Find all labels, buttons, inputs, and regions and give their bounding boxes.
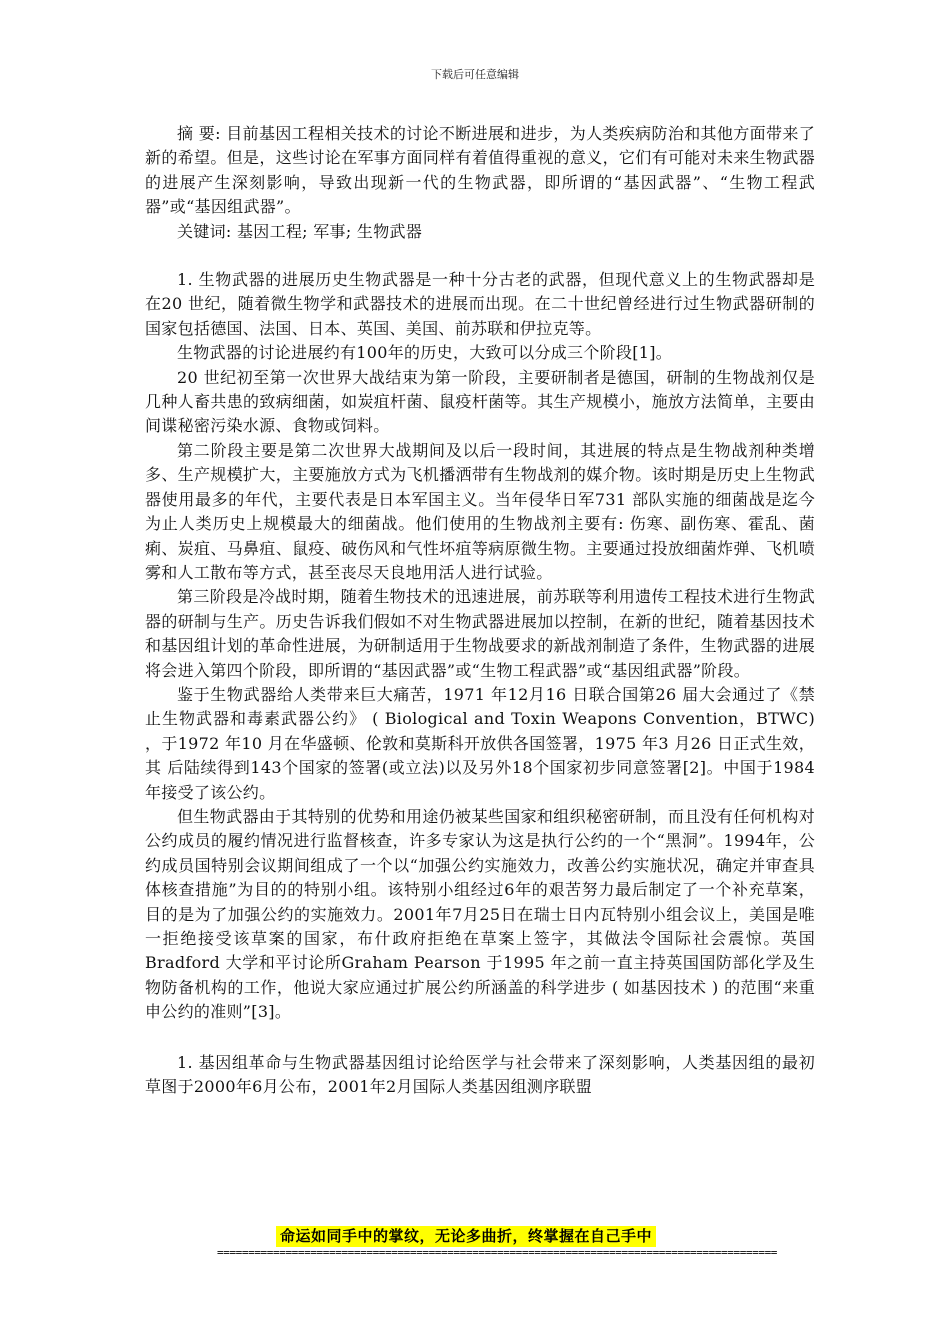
footer-divider-rule: ========================================================================================== — [217, 1246, 778, 1259]
body-paragraph-genome-revolution: 1. 基因组革命与生物武器基因组讨论给医学与社会带来了深刻影响，人类基因组的最初草图于2000年6月公布，2001年2月国际人类基因组测序联盟 — [145, 1052, 815, 1097]
body-paragraph-stage-one: 20 世纪初至第一次世界大战结束为第一阶段，主要研制者是德国，研制的生物战剂仅是几种人畜共患的致病细菌，如炭疽杆菌、鼠疫杆菌等。其生产规模小，施放方法简单，主要由间谍秘密污染水源、食物或饲料。 — [145, 367, 815, 436]
header-note: 下载后可任意编辑 — [431, 68, 519, 81]
abstract-paragraph: 摘 要: 目前基因工程相关技术的讨论不断进展和进步，为人类疾病防治和其他方面带来了新的希望。但是，这些讨论在军事方面同样有着值得重视的意义，它们有可能对未来生物武器的进展产生深刻影响，导致出现新一代的生物武器，即所谓的“基因武器”、“生物工程武器”或“基因组武器”。 — [145, 124, 815, 217]
body-paragraph-verification: 但生物武器由于其特别的优势和用途仍被某些国家和组织秘密研制，而且没有任何机构对公约成员的履约情况进行监督核查，许多专家认为这是执行公约的一个“黑洞”。1994年，公约成员国特别会议期间组成了一个以“加强公约实施效力，改善公约实施状况，确定并审查具体核查措施”为目的的特别小组。该特别小组经过6年的艰苦努力最后制定了一个补充草案，目的是为了加强公约的实施效力。2001年7月25日在瑞士日内瓦特别小组会议上，美国是唯一拒绝接受该草案的国家，布什政府拒绝在草案上签字，其做法令国际社会震惊。英国Bradford 大学和平讨论所Graham Pearson 于1995 年之前一直主持英国国防部化学及生物防备机构的工作，他说大家应通过扩展公约所涵盖的科学进步 ( 如基因技术 ) 的范围“来重申公约的准则”[3]。 — [145, 806, 815, 1022]
document-body — [145, 122, 815, 1099]
body-paragraph-stage-two: 第二阶段主要是第二次世界大战期间及以后一段时间，其进展的特点是生物战剂种类增多、生产规模扩大，主要施放方式为飞机播洒带有生物战剂的媒介物。该时期是历史上生物武器使用最多的年代，主要代表是日本军国主义。当年侵华日军731 部队实施的细菌战是迄今为止人类历史上规模最大的细菌战。他们使用的生物战剂主要有: 伤寒、副伤寒、霍乱、菌痢、炭疽、马鼻疽、鼠疫、破伤风和气性坏疽等病原微生物。主要通过投放细菌炸弹、飞机喷雾和人工散布等方式，甚至丧尽天良地用活人进行试验。 — [145, 440, 815, 582]
body-paragraph-three-stages: 生物武器的讨论进展约有100年的历史，大致可以分成三个阶段[1]。 — [177, 343, 673, 363]
footer-motto-banner: 命运如同手中的掌纹，无论多曲折，终掌握在自己手中 — [276, 1226, 656, 1247]
body-paragraph-history-intro: 1. 生物武器的进展历史生物武器是一种十分古老的武器，但现代意义上的生物武器却是在20 世纪，随着微生物学和武器技术的进展而出现。在二十世纪曾经进行过生物武器研制的国家包括德国、法国、日本、英国、美国、前苏联和伊拉克等。 — [145, 270, 815, 338]
keywords-line: 关键词: 基因工程; 军事; 生物武器 — [177, 221, 423, 241]
body-paragraph-stage-three: 第三阶段是冷战时期，随着生物技术的迅速进展，前苏联等利用遗传工程技术进行生物武器的研制与生产。历史告诉我们假如不对生物武器进展加以控制，在新的世纪，随着基因技术和基因组计划的革命性进展，为研制适用于生物战要求的新战剂制造了条件，生物武器的进展将会进入第四个阶段，即所谓的“基因武器”或“生物工程武器”或“基因组武器”阶段。 — [145, 587, 815, 680]
body-paragraph-btwc: 鉴于生物武器给人类带来巨大痛苦，1971 年12月16 日联合国第26 届大会通过了《禁止生物武器和毒素武器公约》 ( Biological and Toxin Weapons Convention，BTWC) ，于1972 年10 月在华盛顿、伦敦和莫斯科开放供各国签署，1975 年3 月26 日正式生效，其 后陆续得到143个国家的签署(或立法)以及另外18个国家初步同意签署[2]。中国于1984 年接受了该公约。 — [145, 684, 815, 802]
